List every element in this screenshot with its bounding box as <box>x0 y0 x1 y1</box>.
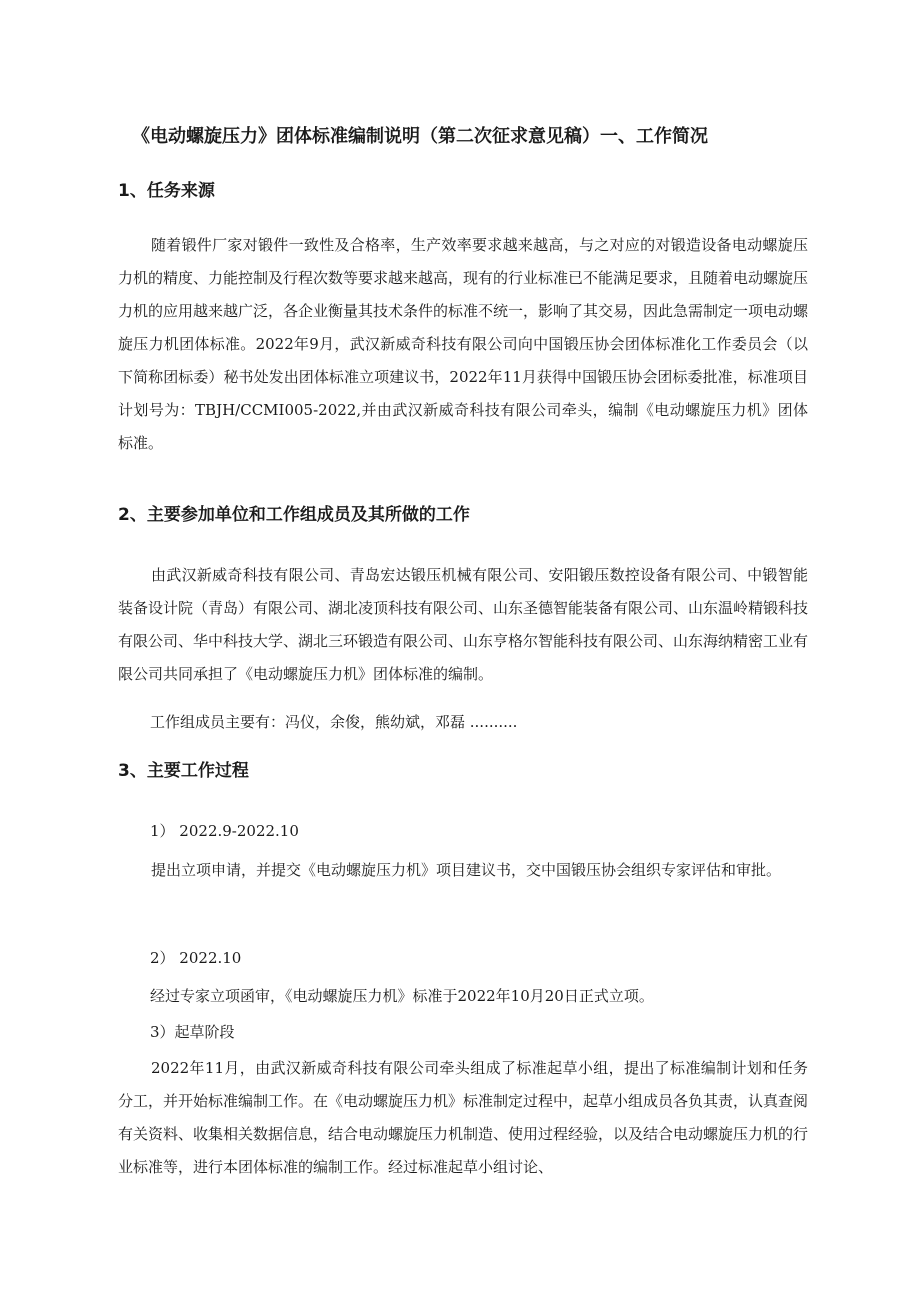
step-2-label: 2） 2022.10 <box>150 949 242 967</box>
step-2-text: 经过专家立项函审，《电动螺旋压力机》标准于2022年10月20日正式立项。 <box>150 987 654 1005</box>
step-1-text: 提出立项申请，并提交《电动螺旋压力机》项目建议书，交中国锻压协会组织专家评估和审批。 <box>151 861 782 879</box>
task-source-paragraph: 随着锻件厂家对锻件一致性及合格率，生产效率要求越来越高，与之对应的对锻造设备电动螺旋压力机的精度、力能控制及行程次数等要求越来越高，现有的行业标准已不能满足要求，且随着电动螺旋压力机的应用越来越广泛，各企业衡量其技术条件的标准不统一，影响了其交易，因此急需制定一项电动螺旋压力机团体标准。2022年9月，武汉新威奇科技有限公司向中国锻压协会团体标准化工作委员会（以下简称团标委）秘书处发出团体标准立项建议书，2022年11月获得中国锻压协会团标委批准，标准项目计划号为：TBJH/CCMI005-2022,并由武汉新威奇科技有限公司牵头，编制《电动螺旋压力机》团体标准。 <box>118 236 809 452</box>
step-1-label: 1） 2022.9-2022.10 <box>150 822 299 840</box>
participants-paragraph: 由武汉新威奇科技有限公司、青岛宏达锻压机械有限公司、安阳锻压数控设备有限公司、中锻智能装备设计院（青岛）有限公司、湖北凌顶科技有限公司、山东圣德智能装备有限公司、山东温岭精锻科技有限公司、华中科技大学、湖北三环锻造有限公司、山东亨格尔智能科技有限公司、山东海纳精密工业有限公司共同承担了《电动螺旋压力机》团体标准的编制。 <box>118 566 809 683</box>
section-heading-participants: 2、主要参加单位和工作组成员及其所做的工作 <box>118 505 470 525</box>
section-heading-work-process: 3、主要工作过程 <box>118 761 249 781</box>
step-3-text: 2022年11月，由武汉新威奇科技有限公司牵头组成了标准起草小组，提出了标准编制计划和任务分工，并开始标准编制工作。在《电动螺旋压力机》标准制定过程中，起草小组成员各负其责，认真查阅有关资料、收集相关数据信息，结合电动螺旋压力机制造、使用过程经验，以及结合电动螺旋压力机的行业标准等，进行本团体标准的编制工作。经过标准起草小组讨论、 <box>118 1059 809 1176</box>
members-line: 工作组成员主要有：冯仪，余俊，熊幼斌，邓磊 .......... <box>150 713 518 731</box>
section-heading-task-source: 1、任务来源 <box>118 181 215 201</box>
document-title: 《电动螺旋压力》团体标准编制说明（第二次征求意见稿）一、工作简况 <box>132 126 708 147</box>
step-3-label: 3）起草阶段 <box>150 1023 235 1041</box>
